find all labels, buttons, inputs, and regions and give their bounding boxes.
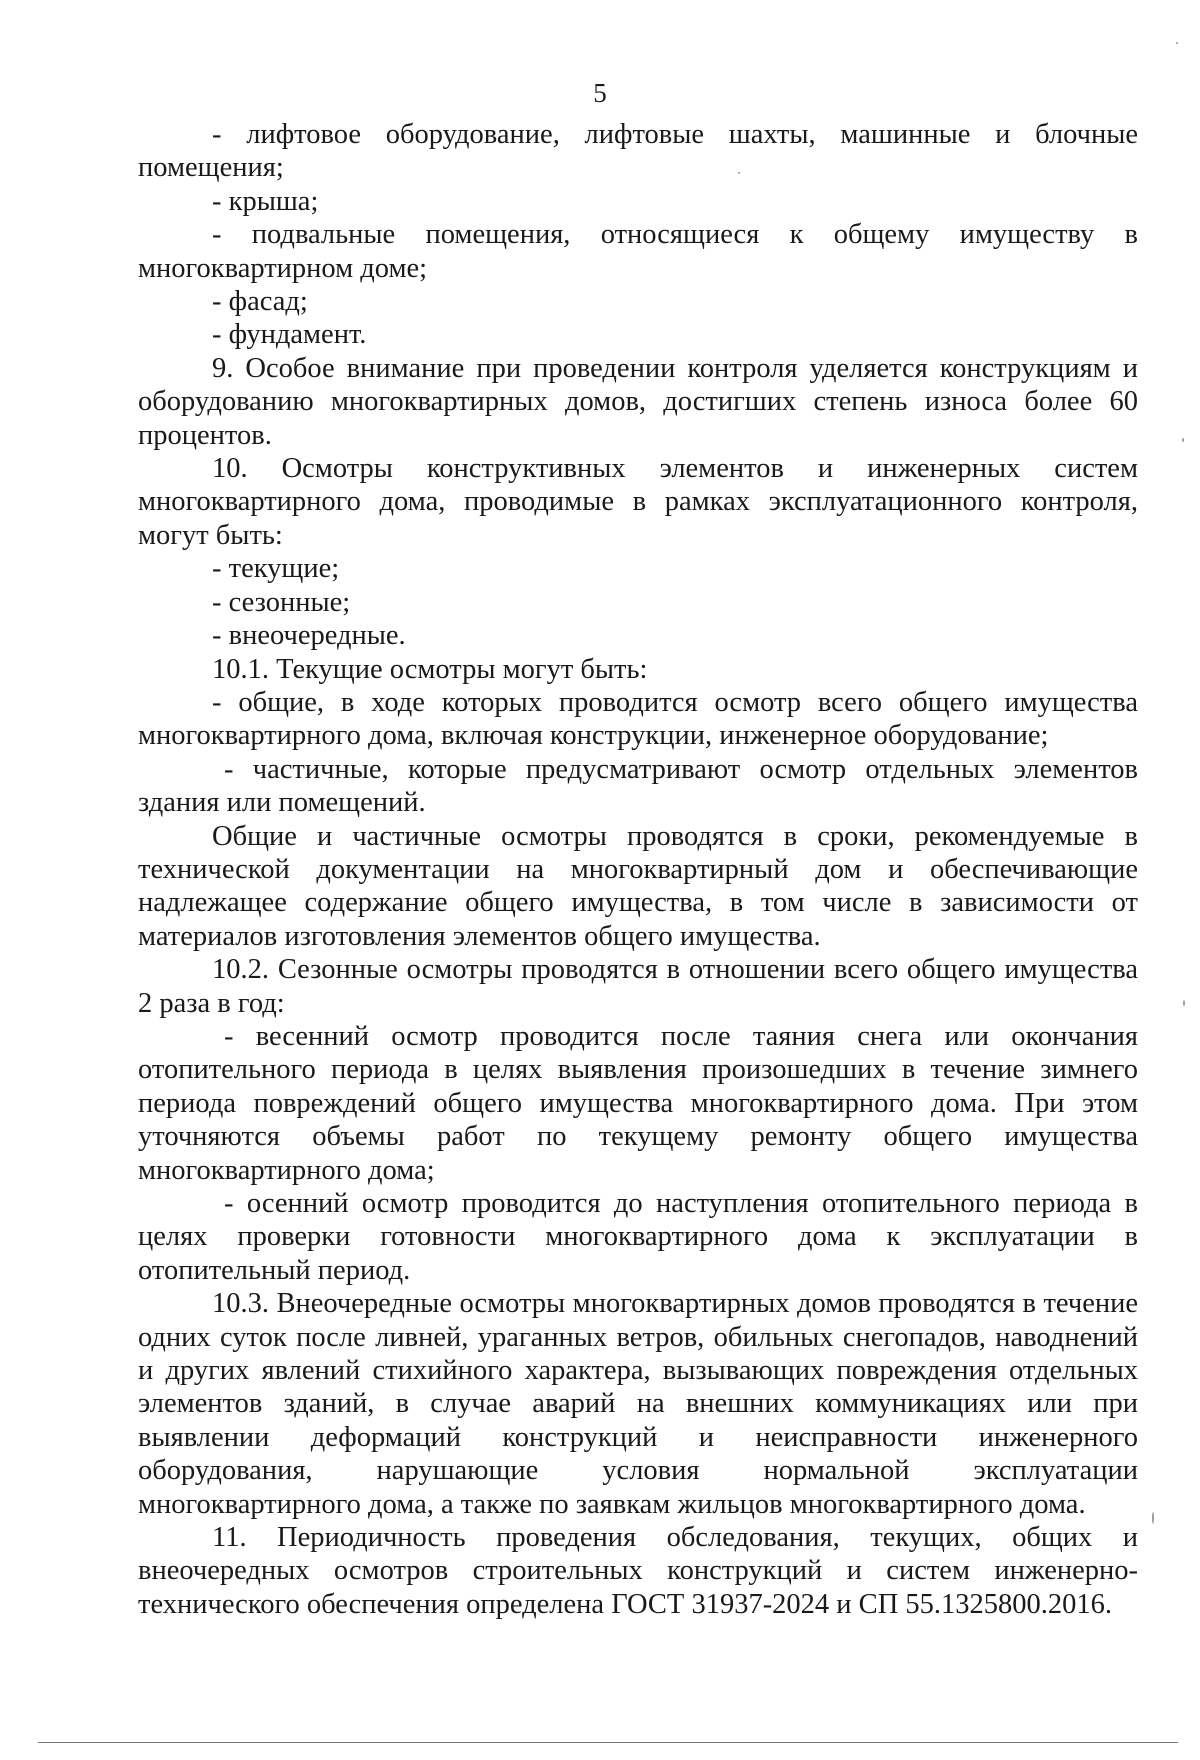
clause-10-1: 10.1. Текущие осмотры могут быть:: [212, 653, 648, 685]
list-item-lift-equipment: - лифтовое оборудование, лифтовые шахты, машинные и блочные помещения;: [138, 119, 1138, 184]
scan-speck: [738, 172, 740, 174]
clause-10: 10. Осмотры конструктивных элементов и инженерных систем многоквартирного дома, проводимые в рамках эксплуатационного контроля, могут быть:: [138, 453, 1138, 551]
list-item-foundation: - фундамент.: [212, 319, 367, 351]
list-item-spring-inspection: - весенний осмотр проводится после таяния снега или окончания отопительного периода в целях выявления произошедших в течение зимнего периода повреждений общего имущества многоквартирного дома. При этом уточняются объемы работ по текущему ремонту общего имущества многоквартирного дома;: [138, 1020, 1138, 1186]
list-item-seasonal: - сезонные;: [212, 586, 351, 618]
page-number: 5: [593, 78, 607, 108]
clause-9: 9. Особое внимание при проведении контроля уделяется конструкциям и оборудованию многоквартирных домов, достигших степень износа более 60 процентов.: [138, 352, 1138, 451]
clause-10-3: 10.3. Внеочередные осмотры многоквартирных домов проводятся в течение одних суток после ливней, ураганных ветров, обильных снегопадов, наводнений и других явлений стихийного характера, вызывающих повреждения отдельных элементов зданий, в случае аварий на внешних коммуникациях или при выявлении деформаций конструкций и неисправности инженерного оборудования, нарушающие условия нормальной эксплуатации многоквартирного дома, а также по заявкам жильцов многоквартирного дома.: [138, 1288, 1138, 1520]
scan-speck: [1152, 1512, 1154, 1524]
list-item-partial-inspection: - частичные, которые предусматривают осмотр отдельных элементов здания или помещений.: [138, 753, 1138, 819]
list-item-extraordinary: - внеочередные.: [212, 620, 406, 652]
list-item-facade: - фасад;: [212, 286, 308, 318]
clause-11: 11. Периодичность проведения обследования, текущих, общих и внеочередных осмотров строительных конструкций и систем инженерно-технического обеспечения определена ГОСТ 31937-2024 и СП 55.1325800.2016.: [138, 1522, 1138, 1620]
scan-edge-line: [38, 1742, 1178, 1743]
list-item-roof: - крыша;: [212, 185, 319, 217]
paragraph-inspection-terms: Общие и частичные осмотры проводятся в сроки, рекомендуемые в технической документации на многоквартирный дом и обеспечивающие надлежащее содержание общего имущества, в том числе в зависимости от материалов изготовления элементов общего имущества.: [138, 820, 1138, 952]
scan-speck: [1176, 42, 1178, 44]
document-body: [138, 118, 1138, 1621]
list-item-general-inspection: - общие, в ходе которых проводится осмотр всего общего имущества многоквартирного дома, включая конструкции, инженерное оборудование;: [138, 686, 1138, 752]
list-item-autumn-inspection: - осенний осмотр проводится до наступления отопительного периода в целях проверки готовности многоквартирного дома к эксплуатации в отопительный период.: [138, 1188, 1138, 1286]
scan-speck: [1182, 438, 1184, 442]
list-item-current: - текущие;: [212, 553, 340, 585]
scan-speck: [1183, 1000, 1185, 1006]
clause-10-2: 10.2. Сезонные осмотры проводятся в отношении всего общего имущества 2 раза в год:: [138, 954, 1138, 1019]
list-item-basement: - подвальные помещения, относящиеся к общему имуществу в многоквартирном доме;: [138, 219, 1138, 284]
